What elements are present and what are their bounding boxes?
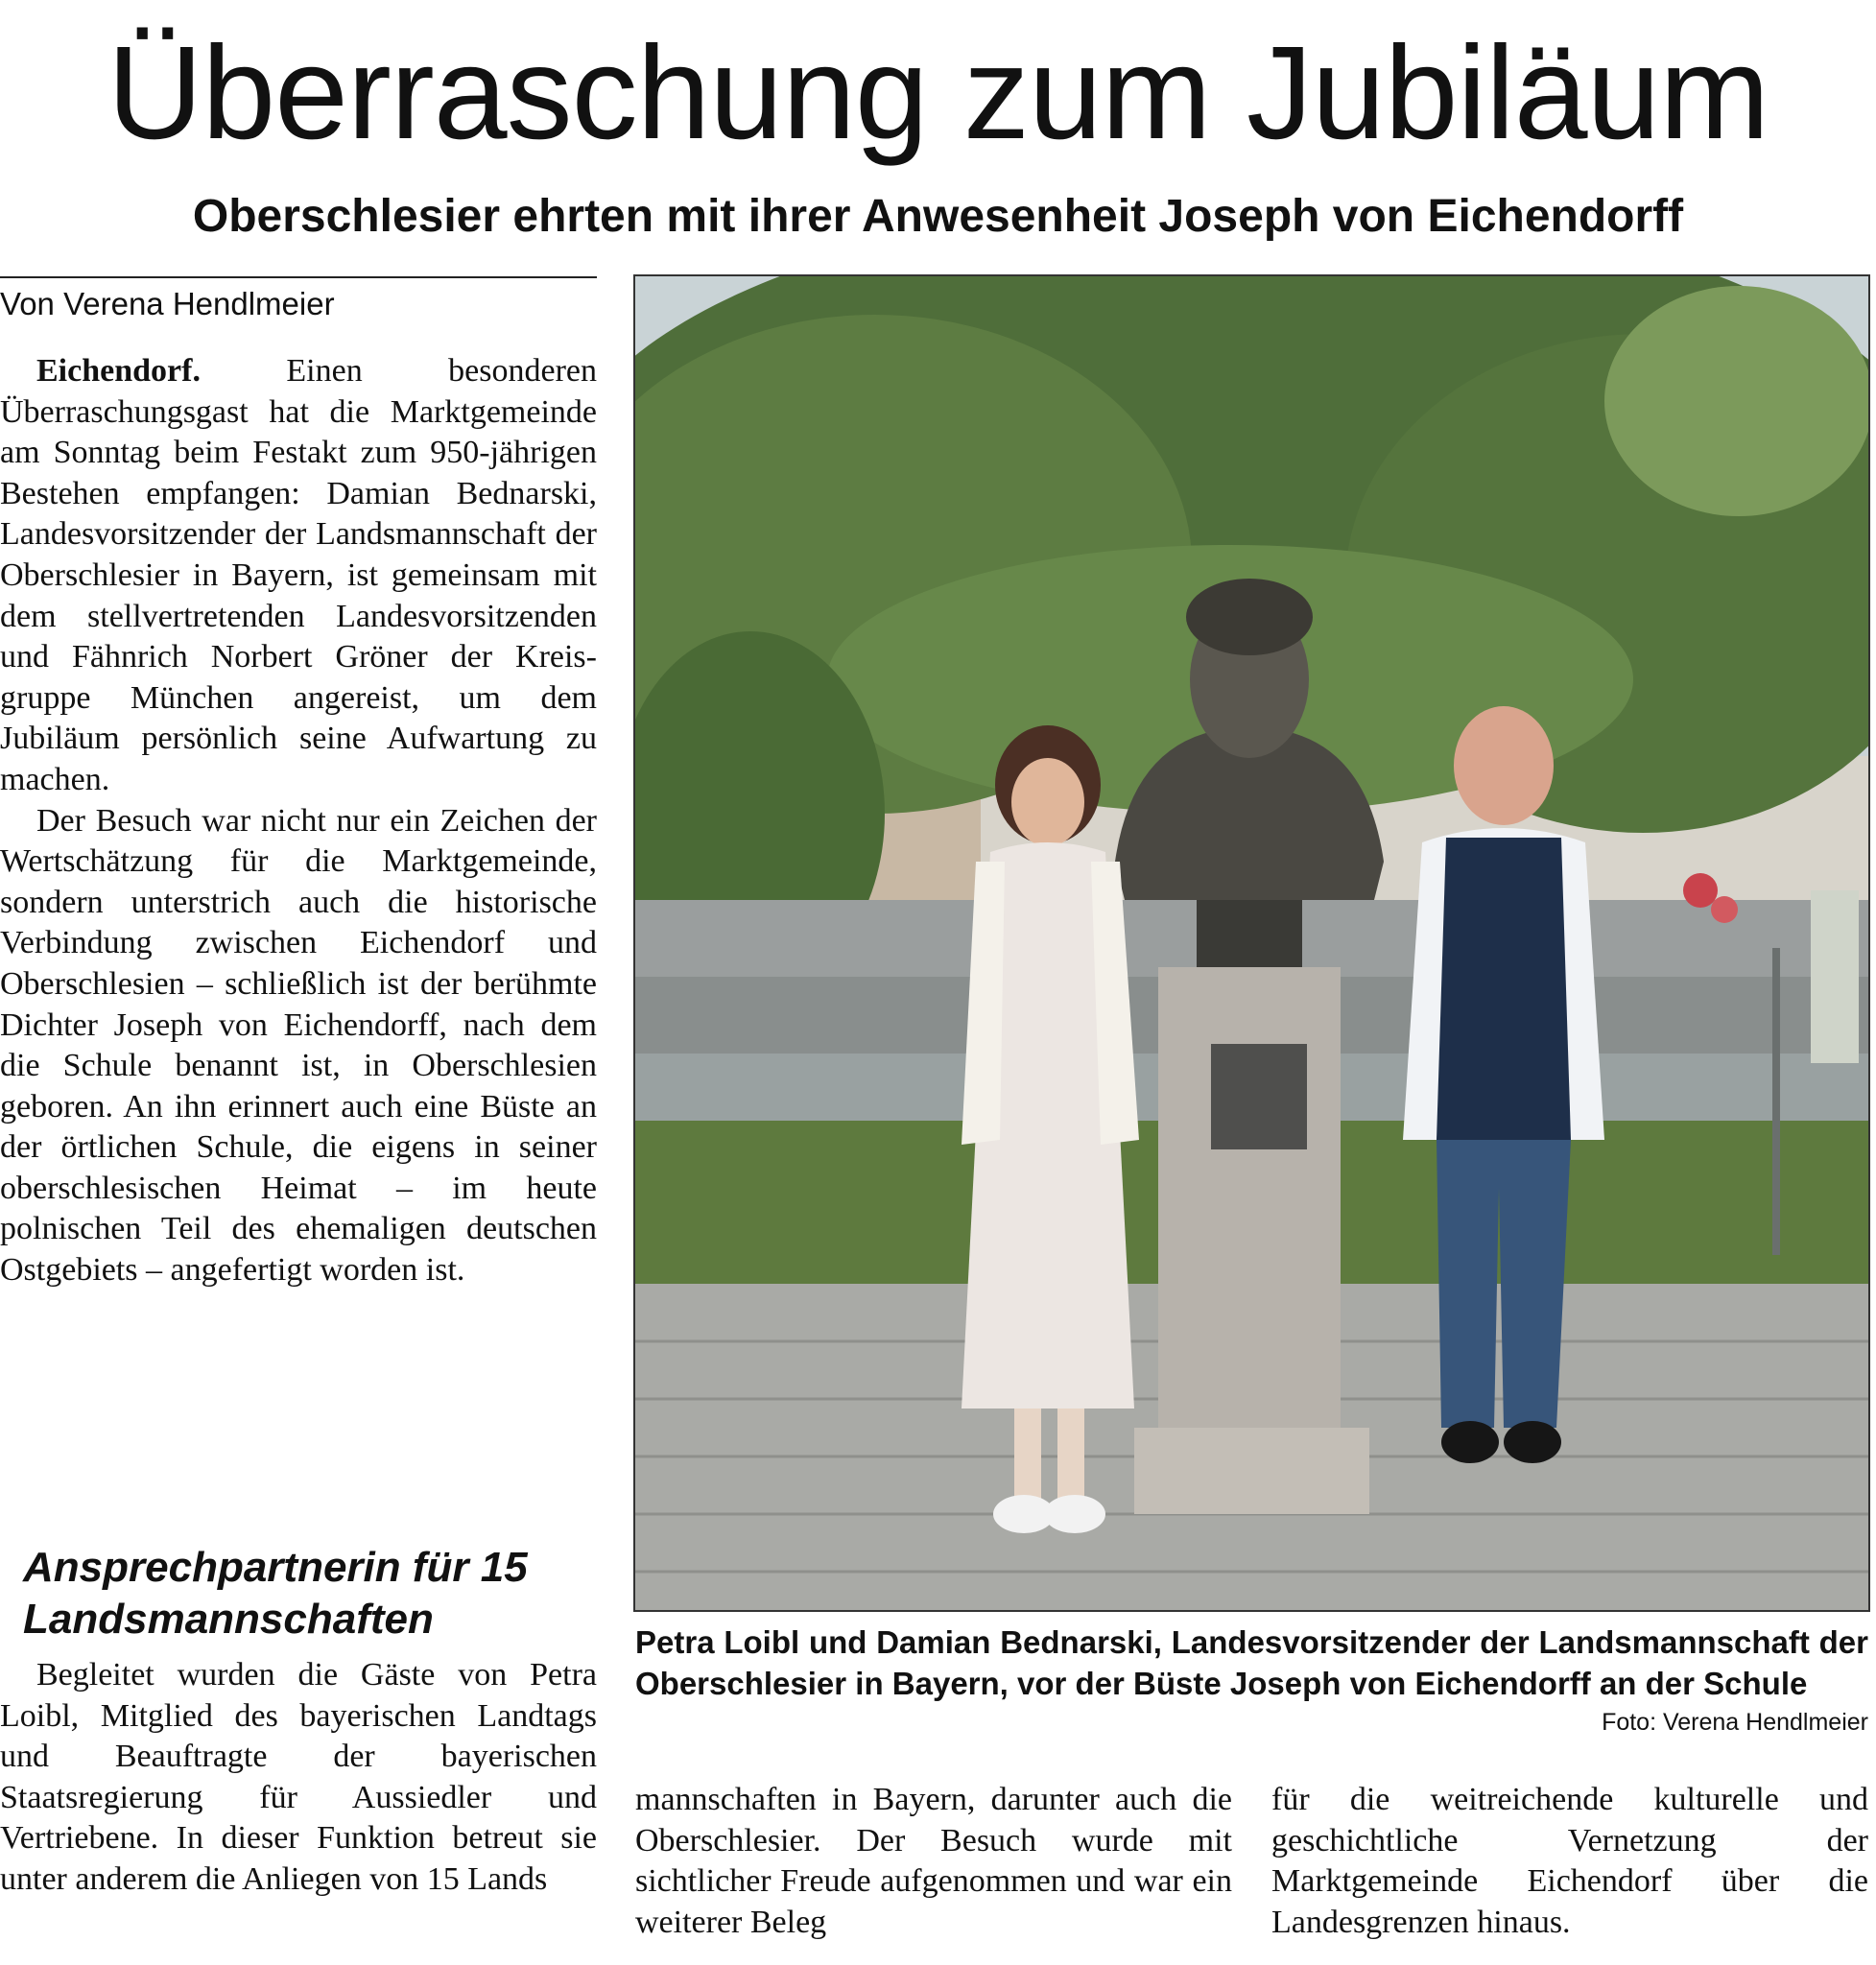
article-column-1-top bbox=[0, 351, 597, 1291]
paragraph-2: Der Besuch war nicht nur ein Zeichen der Wertschätzung für die Marktgemeinde, sondern unterstrich auch die historische Verbindung zwischen Eichendorf und Oberschlesien – schließlich ist der berühmte Dichter Joseph von Eichendorff, nach dem die Schule benannt ist, in Oberschlesien geboren. An ihn erinnert auch eine Büste an der örtlichen Schule, die eigens in seiner oberschlesischen Heimat – im heute polnischen Teil des ehemaligen deutschen Ostgebiets – angefertigt worden ist. bbox=[0, 802, 597, 1289]
byline: Von Verena Hendlmeier bbox=[0, 286, 335, 321]
photo-credit: Foto: Verena Hendlmeier bbox=[1602, 1709, 1868, 1736]
subheadline: Oberschlesier ehrten mit ihrer Anwesenheit Joseph von Eichendorff bbox=[192, 191, 1684, 242]
article-column-1-bottom bbox=[0, 1655, 597, 1901]
article-photo bbox=[635, 276, 1868, 1610]
paragraph-3-part-2: mannschaften in Bayern, darunter auch die Oberschlesier. Der Besuch wurde mit sichtlicher Freude aufgenommen und war ein weiterer Beleg bbox=[635, 1782, 1232, 1940]
dateline: Eichendorf. bbox=[36, 353, 201, 389]
headline: Überraschung zum Jubiläum bbox=[107, 19, 1769, 167]
paragraph-3-part-1: Begleitet wurden die Gäste von Petra Loibl, Mitglied des bayerischen Landtags und Beauftragte der bayerischen Staatsregierung für Aussiedler und Vertriebene. In dieser Funktion betreut sie unter anderem die Anliegen von 15 Lands bbox=[0, 1657, 597, 1897]
article-column-3 bbox=[1271, 1780, 1868, 1943]
interheadline: Ansprechpartnerin für 15 Landsmannschaften bbox=[23, 1544, 528, 1643]
article-column-2 bbox=[635, 1780, 1232, 1943]
paragraph-3-part-3: für die weitreichende kulturelle und geschichtliche Vernetzung der Marktgemeinde Eichendorf über die Landesgrenzen hinaus. bbox=[1271, 1782, 1868, 1940]
photo-caption: Petra Loibl und Damian Bednarski, Landesvorsitzender der Landsmannschaft der Oberschlesier in Bayern, vor der Büste Joseph von Eichendorff an der Schule bbox=[635, 1624, 1868, 1701]
paragraph-1 bbox=[0, 351, 597, 801]
paragraph-1-text: Einen besonderen Überraschungsgast hat die Marktgemeinde am Sonntag beim Festakt zum 950-jährigen Bestehen empfangen: Damian Bednarski, Landesvorsitzender der Landsmannschaft der Oberschlesier in Bayern, ist gemeinsam mit dem stellvertretenden Landesvorsitzenden und Fähnrich Norbert Gröner der Kreisgruppe München angereist, um dem Jubiläum persönlich seine Aufwartung zu machen. bbox=[0, 353, 597, 797]
byline-rule bbox=[0, 276, 597, 278]
